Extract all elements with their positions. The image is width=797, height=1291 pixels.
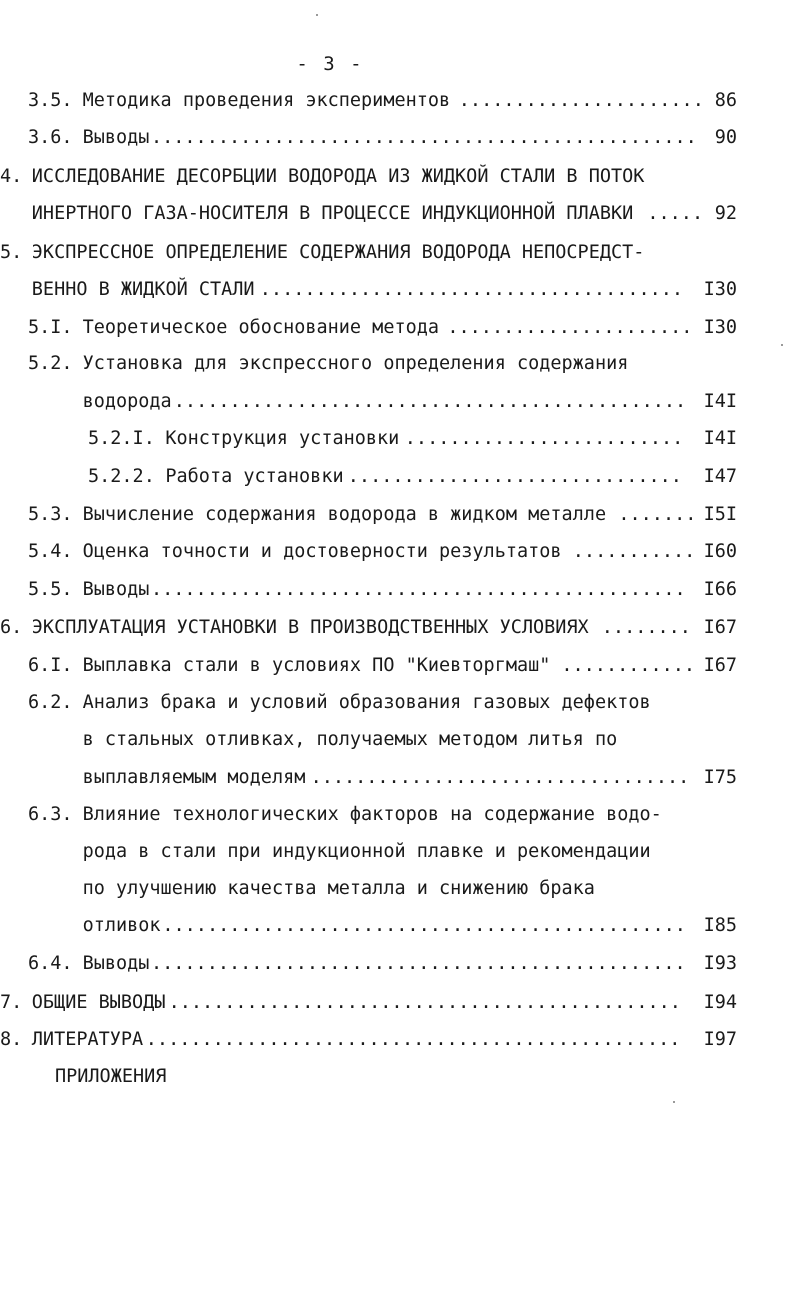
leader-dots: .............................. xyxy=(347,466,682,487)
toc-entry-title: Анализ брака и условий образования газовых дефектов xyxy=(82,692,651,713)
toc-page-number: I66 xyxy=(703,579,737,600)
toc-page-number: 86 xyxy=(714,90,737,111)
leader-dots: .............................................. xyxy=(173,391,687,412)
toc-entry-title: Оценка точности и достоверности результатов xyxy=(82,541,562,562)
toc-page-number: I75 xyxy=(703,767,737,788)
toc-entry-title: Вычисление содержания водорода в жидком металле xyxy=(82,504,607,525)
toc-entry-title: Методика проведения экспериментов xyxy=(82,90,451,111)
toc-entry-title: Выводы xyxy=(82,579,150,600)
leader-dots: ...................... xyxy=(447,317,693,338)
toc-entry-title: ИНЕРТНОГО ГАЗА-НОСИТЕЛЯ В ПРОЦЕССЕ ИНДУКЦИОННОЙ ПЛАВКИ xyxy=(31,203,634,224)
leader-dots: ...................................... xyxy=(259,279,684,300)
toc-entry-title: отливок xyxy=(82,915,161,936)
toc-page-number: I60 xyxy=(703,541,737,562)
leader-dots: .................................. xyxy=(310,767,690,788)
toc-section-number: 5.2.2. xyxy=(88,466,155,487)
toc-section-number: 5.3. xyxy=(28,504,73,525)
toc-page-number: I47 xyxy=(703,466,737,487)
toc-entry-title: Выплавка стали в условиях ПО "Киевторгмаш" xyxy=(82,655,551,676)
leader-dots: ................................................ xyxy=(151,953,686,974)
toc-section-number: 6.4. xyxy=(28,953,73,974)
toc-page-number: I67 xyxy=(703,655,737,676)
toc-entry-title: Установка для экспрессного определения содержания xyxy=(82,353,629,374)
toc-page-number: 92 xyxy=(714,203,737,224)
toc-entry-title: ОБЩИЕ ВЫВОДЫ xyxy=(31,992,166,1013)
toc-page-number: I85 xyxy=(703,915,737,936)
toc-entry-title: ПРИЛОЖЕНИЯ xyxy=(55,1066,167,1087)
leader-dots: ............ xyxy=(561,655,696,676)
toc-entry-title: Влияние технологических факторов на содержание водо- xyxy=(82,804,662,825)
toc-section-number: 8. xyxy=(0,1029,23,1050)
toc-entry-title: Выводы xyxy=(82,953,150,974)
leader-dots: ....... xyxy=(618,504,697,525)
toc-section-number: 6.2. xyxy=(28,692,73,713)
toc-page-number: I4I xyxy=(703,391,737,412)
toc-section-number: 5.5. xyxy=(28,579,73,600)
toc-page-number: I93 xyxy=(703,953,737,974)
toc-entry-title: Работа установки xyxy=(165,466,344,487)
toc-page-number: I30 xyxy=(703,279,737,300)
leader-dots: ........... xyxy=(572,541,696,562)
toc-section-number: 6.3. xyxy=(28,804,73,825)
toc-entry-title: ЭКСПЛУАТАЦИЯ УСТАНОВКИ В ПРОИЗВОДСТВЕННЫХ УСЛОВИЯХ xyxy=(31,617,589,638)
toc-entry-title: по улучшению качества металла и снижению брака xyxy=(82,878,595,899)
toc-page-number: I67 xyxy=(703,617,737,638)
toc-section-number: 5.I. xyxy=(28,317,73,338)
toc-section-number: 5.2.I. xyxy=(88,428,155,449)
toc-entry-title: ЛИТЕРАТУРА xyxy=(31,1029,144,1050)
toc-section-number: 7. xyxy=(0,992,23,1013)
toc-entry-title: ИССЛЕДОВАНИЕ ДЕСОРБЦИИ ВОДОРОДА ИЗ ЖИДКОЙ СТАЛИ В ПОТОК xyxy=(31,166,645,187)
leader-dots: ..... xyxy=(647,203,704,224)
leader-dots: ........ xyxy=(601,617,691,638)
scan-speck xyxy=(316,14,318,16)
leader-dots: ................................................ xyxy=(151,579,686,600)
toc-page-number: 90 xyxy=(714,127,737,148)
leader-dots: .............................................. xyxy=(168,992,681,1013)
toc-entry-title: Выводы xyxy=(82,127,150,148)
scan-speck xyxy=(781,344,783,346)
toc-entry-title: водорода xyxy=(82,391,172,412)
toc-entry-title: Теоретическое обоснование метода xyxy=(82,317,440,338)
toc-page-number: I5I xyxy=(703,504,737,525)
toc-section-number: 5.4. xyxy=(28,541,73,562)
toc-entry-title: рода в стали при индукционной плавке и рекомендации xyxy=(82,841,651,862)
toc-page-number: I4I xyxy=(703,428,737,449)
toc-entry-title: в стальных отливках, получаемых методом литья по xyxy=(82,729,618,750)
toc-page-number: I94 xyxy=(703,992,737,1013)
toc-entry-title: выплавляемым моделям xyxy=(82,767,306,788)
page-number: - 3 - xyxy=(296,53,364,75)
leader-dots: ................................................ xyxy=(145,1029,681,1050)
toc-section-number: 6. xyxy=(0,617,23,638)
toc-section-number: 5.2. xyxy=(28,353,73,374)
toc-section-number: 3.5. xyxy=(28,90,73,111)
toc-entry-title: ВЕННО В ЖИДКОЙ СТАЛИ xyxy=(31,279,255,300)
toc-section-number: 3.6. xyxy=(28,127,73,148)
toc-entry-title: ЭКСПРЕССНОЕ ОПРЕДЕЛЕНИЕ СОДЕРЖАНИЯ ВОДОРОДА НЕПОСРЕДСТ- xyxy=(31,242,645,263)
leader-dots: ................................................. xyxy=(151,127,697,148)
toc-section-number: 4. xyxy=(0,166,23,187)
scan-speck xyxy=(673,1101,675,1103)
toc-page-number: I97 xyxy=(703,1029,737,1050)
toc-section-number: 5. xyxy=(0,242,23,263)
leader-dots: ............................................... xyxy=(162,915,686,936)
toc-entry-title: Конструкция установки xyxy=(165,428,400,449)
toc-section-number: 6.I. xyxy=(28,655,73,676)
toc-page-number: I30 xyxy=(703,317,737,338)
leader-dots: ...................... xyxy=(458,90,704,111)
leader-dots: ......................... xyxy=(404,428,684,449)
